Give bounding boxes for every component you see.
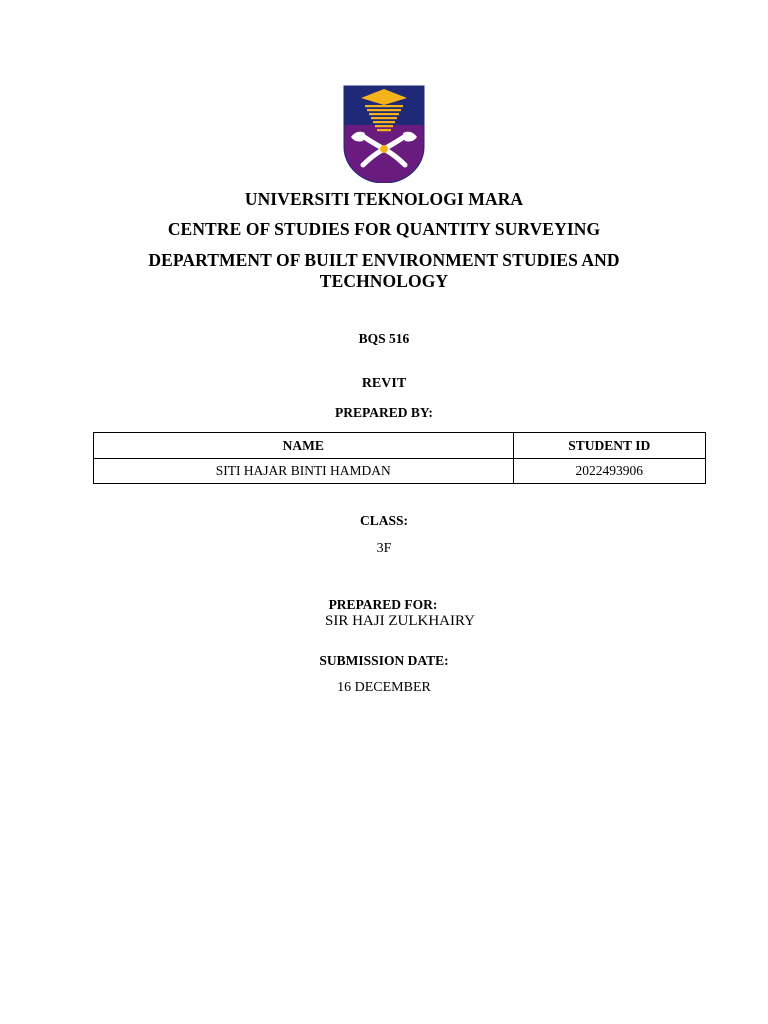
submission-date-label: SUBMISSION DATE: xyxy=(319,653,449,668)
prepared-for-label: PREPARED FOR: xyxy=(328,597,438,612)
course-title: REVIT xyxy=(361,376,407,391)
table-header-row xyxy=(94,433,706,459)
course-code: BQS 516 xyxy=(358,331,410,346)
uitm-crest-icon xyxy=(343,85,425,183)
table-row xyxy=(94,459,706,484)
student-id-column-header: STUDENT ID xyxy=(513,433,706,459)
student-name-cell: SITI HAJAR BINTI HAMDAN xyxy=(94,459,514,484)
class-value: 3F xyxy=(376,541,392,556)
submission-date-value: 16 DECEMBER xyxy=(337,680,431,695)
centre-name: CENTRE OF STUDIES FOR QUANTITY SURVEYING xyxy=(167,219,601,239)
name-column-header: NAME xyxy=(94,433,514,459)
prepared-by-label: PREPARED BY: xyxy=(335,405,433,420)
prepared-for-value: SIR HAJI ZULKHAIRY xyxy=(325,613,475,629)
university-name: UNIVERSITI TEKNOLOGI MARA xyxy=(244,189,524,209)
student-table xyxy=(93,432,706,484)
student-id-cell: 2022493906 xyxy=(513,459,706,484)
department-name-line2: TECHNOLOGY xyxy=(319,271,449,291)
department-name-line1: DEPARTMENT OF BUILT ENVIRONMENT STUDIES AND xyxy=(148,250,620,270)
class-label: CLASS: xyxy=(359,513,408,528)
